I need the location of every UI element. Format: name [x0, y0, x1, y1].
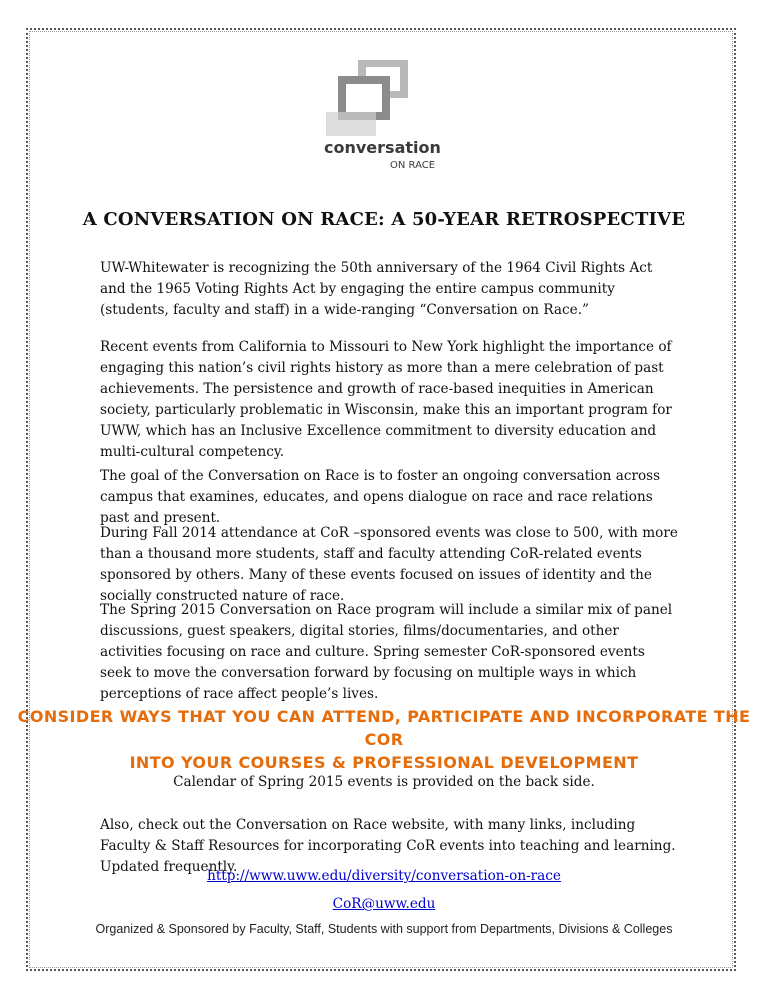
cta-line-2: INTO YOUR COURSES & PROFESSIONAL DEVELOPMENT [129, 753, 639, 772]
logo-word-on-race: ON RACE [390, 160, 436, 171]
cta-line-1: CONSIDER WAYS THAT YOU CAN ATTEND, PARTICIPATE AND INCORPORATE THE COR [17, 707, 751, 749]
spring-program-paragraph: The Spring 2015 Conversation on Race program will include a similar mix of panel discussions, guest speakers, digital stories, films/documentaries, and other activities focusing on race and culture. Spring semester CoR-sponsored events seek to move the conversation forward by focusing on multiple ways in which perceptions of race affect people’s lives. [100, 602, 673, 702]
goal-paragraph: The goal of the Conversation on Race is to foster an ongoing conversation across campus that examines, educates, and opens dialogue on race and race relations past and present. [100, 468, 661, 526]
recent-events-paragraph: Recent events from California to Missouri to New York highlight the importance of engaging this nation’s civil rights history as more than a mere celebration of past achievements. The persistence and growth of race-based inequities in American society, particularly problematic in Wisconsin, make this an important program for UWW, which has an Inclusive Excellence commitment to diversity education and multi-cultural competency. [100, 339, 672, 460]
website-link-row [0, 868, 768, 884]
conversation-on-race-logo [320, 58, 455, 173]
call-to-action-heading [0, 705, 768, 774]
email-link[interactable]: CoR@uww.edu [332, 896, 436, 912]
calendar-note: Calendar of Spring 2015 events is provided on the back side. [173, 774, 595, 790]
email-link-row [0, 896, 768, 912]
footer-credits: Organized & Sponsored by Faculty, Staff, Students with support from Departments, Divisions & Colleges [95, 922, 673, 936]
intro-paragraph: UW-Whitewater is recognizing the 50th anniversary of the 1964 Civil Rights Act and the 1965 Voting Rights Act by engaging the entire campus community (students, faculty and staff) in a wide-ranging “Conversation on Race.” [100, 260, 653, 318]
website-link[interactable]: http://www.uww.edu/diversity/conversation-on-race [207, 868, 561, 884]
logo-word-conversation: conversation [324, 138, 441, 157]
website-note: Also, check out the Conversation on Race website, with many links, including Faculty & Staff Resources for incorporating CoR events into teaching and learning. Updated frequently. [100, 817, 676, 875]
page-title: A CONVERSATION ON RACE: A 50-YEAR RETROSPECTIVE [82, 209, 686, 230]
fall-attendance-paragraph: During Fall 2014 attendance at CoR –sponsored events was close to 500, with more than a thousand more students, staff and faculty attending CoR-related events sponsored by others. Many of these events focused on issues of identity and the socially constructed nature of race. [100, 525, 678, 604]
